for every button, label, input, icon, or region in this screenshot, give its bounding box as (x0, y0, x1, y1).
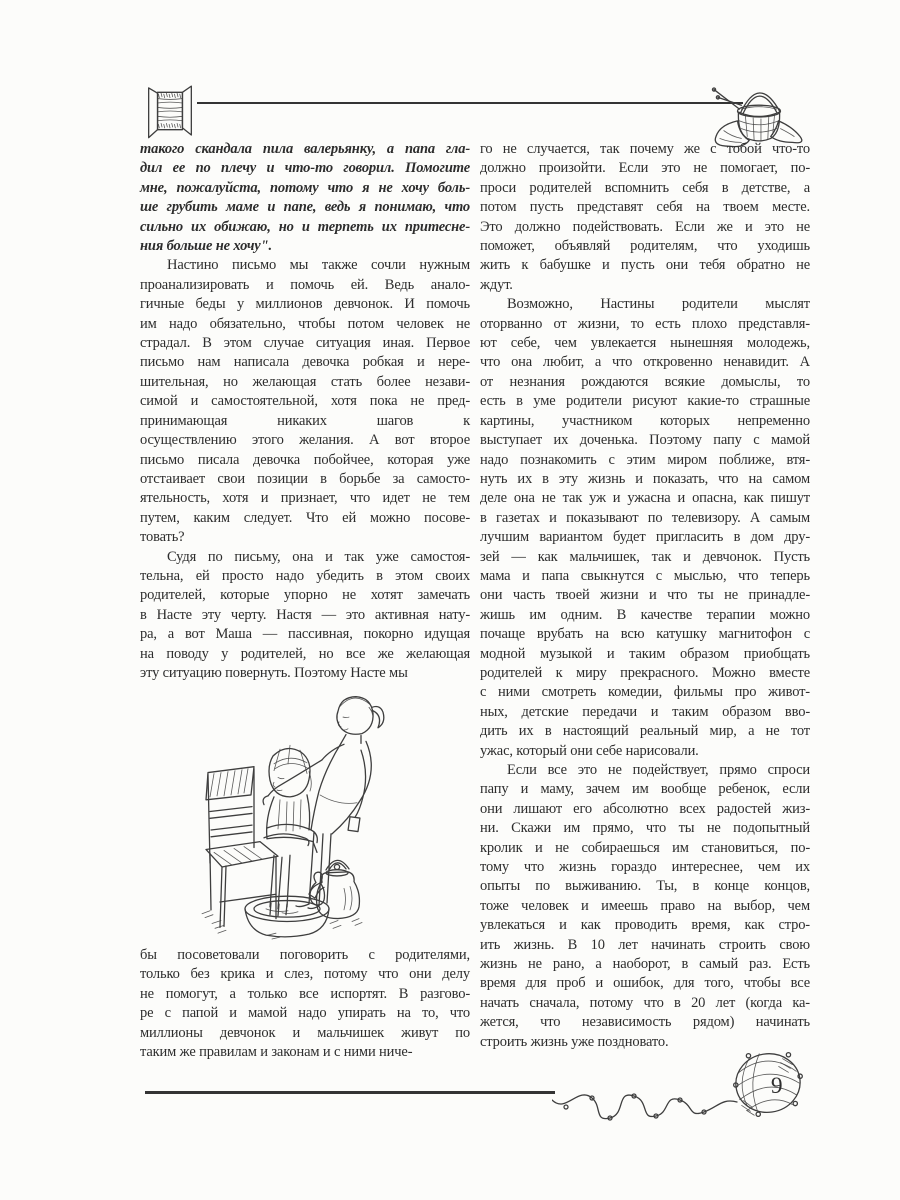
text-line: миллионы девчонок и мальчишек живут по (140, 1024, 470, 1041)
text-line: эту ситуацию повернуть. Поэтому Насте мы (140, 664, 408, 681)
text-line: симой и самостоятельной, хотя пока не пред- (140, 393, 470, 410)
text-line: такого скандала пила валерьянку, а папа гла- (140, 141, 470, 157)
text-line: проси родителей вспомнить себя в детстве, а (480, 179, 810, 196)
text-line: ных, детские передачи и таким образом вво- (480, 703, 810, 720)
text-line: шительная, но желающая стать более незави- (140, 373, 470, 390)
text-line: дить их в настоящий реальный мир, а не тот (480, 723, 810, 740)
paragraph-letter-quote (140, 140, 470, 256)
text-line: жить к бабушке и пусть они тебя обратно не (480, 257, 810, 274)
text-line: жишь им одним. В качестве терапии можно (480, 606, 810, 623)
text-line: должно произойти. Если это не помогает, по- (480, 160, 810, 177)
text-line: время для проб и ошибок, для того, чтобы все (480, 975, 810, 992)
text-line: лучшим вариантом будет пригласить в дом дру- (480, 529, 810, 546)
text-line: картины, участником которых непременно (480, 412, 810, 429)
text-line: тому что жизнь гораздо интереснее, чем их (480, 859, 810, 876)
text-line: родителей, которые упорно не хотят замечать (140, 587, 470, 604)
right-text-column (480, 140, 810, 1052)
thread-squiggle-icon (552, 1082, 738, 1128)
text-line: таким же правилам и законам и с ними ниче- (140, 1044, 413, 1061)
paragraph-parents-world (480, 295, 810, 761)
text-line: Возможно, Настины родители мыслят (507, 296, 810, 313)
text-line: есть в уме родители рисуют какие-то страшные (480, 393, 810, 410)
text-line: ют себе, чем увлекается нынешняя молодежь, (480, 335, 810, 352)
text-line: Это должно подействовать. Если же и это не (480, 218, 810, 235)
text-line: на поводу у родителей, но все же желающая (140, 645, 470, 662)
text-line: осуществлению этого желания. А вот второе (140, 432, 470, 449)
text-line: нуть их в эту жизнь и показать, что на самом (480, 470, 810, 487)
text-line: выступает их доченька. Поэтому папу с мамой (480, 432, 810, 449)
text-line: ужас, который они себе нарисовали. (480, 742, 699, 759)
text-line: папу и маму, зачем им вообще ребенок, если (480, 781, 810, 798)
text-line: в газетах и показывают по телевизору. А самым (480, 509, 810, 526)
text-line: жется, что независимость рядом) начинать (480, 1014, 810, 1031)
text-line: они лишают его абсолютно всех радостей жиз- (480, 800, 810, 817)
header-rule (197, 102, 743, 104)
text-line: ния больше не хочу". (140, 238, 272, 255)
text-line: сильно их обижаю, но и терпеть их притесне- (140, 218, 470, 235)
text-line: только без крика и слез, потому что они делу (140, 966, 470, 983)
text-line: оторванно от жизни, то есть плохо представля- (480, 315, 810, 332)
text-line: кролик и не собираешься им становиться, по- (480, 839, 810, 856)
text-line: мне, пожалуйста, потому что я не хочу боль- (140, 179, 470, 196)
text-line: от незнания рождаются всякие домыслы, то (480, 373, 810, 390)
yarn-ball-page-number (728, 1046, 806, 1124)
text-line: ятельность, хотя и признает, что идет не тем (140, 490, 470, 507)
text-line: письмо писала девочка побойчее, которая уже (140, 451, 470, 468)
text-line: принимающая никаких шагов к (140, 412, 470, 429)
text-line: гичные беды у миллионов девчонок. И помочь (140, 296, 470, 313)
text-line: они часть твоей жизни и что ты не принадле- (480, 587, 810, 604)
text-line: зей — как мальчишек, так и девчонок. Пусть (480, 548, 810, 565)
paragraph-advice (140, 548, 470, 684)
text-line: строить жизнь уже поздновато. (480, 1033, 669, 1050)
text-line: тельна, ей просто надо убедить в этом своих (140, 567, 470, 584)
text-line: почаще врубать на всю катушку магнитофон с (480, 626, 810, 643)
text-line: что она любит, а что откровенно ненавидит. А (480, 354, 810, 371)
text-line: опыты по выживанию. Ты, в конце концов, (480, 878, 810, 895)
text-line: не помогут, а только все испортят. В разгово- (140, 985, 470, 1002)
text-line: ре с папой и мамой надо упирать на то, что (140, 1005, 470, 1022)
text-line: дил ее по плечу и что-то говорил. Помогите (140, 160, 470, 177)
text-line: ни. Скажи им прямо, что ты не подопытный (480, 820, 810, 837)
paragraph-continuation (140, 946, 470, 1062)
text-line: страдал. В этом случае ситуация иная. Первое (140, 335, 470, 352)
text-line: в Насте эту черту. Настя — это активная нату- (140, 606, 470, 623)
text-line: ше грубить маме и папе, ведь я понимаю, что (140, 199, 470, 216)
page-number: 9 (770, 1072, 783, 1099)
text-line: товать? (140, 529, 185, 546)
paragraph-continuation (480, 140, 810, 295)
text-line: проанализировать и помочь ей. Ведь анало- (140, 276, 470, 293)
footer-rule (145, 1091, 555, 1094)
text-line: увлекаться и как проводить время, как стро- (480, 917, 810, 934)
left-text-column (140, 140, 470, 683)
text-line: бы посоветовали поговорить с родителями, (140, 947, 470, 963)
text-line: им надо обязательно, чтобы потом человек не (140, 315, 470, 332)
text-line: поможет, объявляй родителям, что уходишь (480, 238, 810, 255)
text-line: го не случается, так почему же с тобой что-то (480, 141, 810, 157)
paragraph-final-advice (480, 761, 810, 1052)
text-line: ить жизнь. В 10 лет начинать строить свою (480, 936, 810, 953)
left-column-continuation (140, 946, 470, 1062)
text-line: родителей к миру прекрасного. Можно вместе (480, 664, 810, 681)
text-line: ждут. (480, 276, 513, 293)
text-line: путем, каким следует. Что ей можно посове- (140, 509, 470, 526)
text-line: начать сначала, потому что в 20 лет (когда ка- (480, 994, 810, 1011)
text-line: Настино письмо мы также сочли нужным (167, 257, 470, 274)
text-line: отстаивает свои позиции в борьбе за самосто- (140, 470, 470, 487)
text-line: модной музыкой и таким образом приобщать (480, 645, 810, 662)
text-line: Если все это не подействует, прямо спроси (507, 762, 810, 778)
text-line: деле она не так уж и ужасна и опасна, как пишут (480, 490, 810, 507)
feet-washing-illustration (170, 682, 460, 940)
text-line: мама и папа свыкнутся с мыслью, что теперь (480, 567, 810, 584)
text-line: тоже человек и имеешь право на выбор, чем (480, 897, 810, 914)
text-line: потом пусть представят себя на твоем месте. (480, 199, 810, 216)
thread-spool-icon (143, 79, 197, 143)
text-line: ра, а вот Маша — пассивная, покорно идущая (140, 626, 470, 643)
text-line: письмо нам написала девочка робкая и нере- (140, 354, 470, 371)
text-line: с ними смотреть комедии, фильмы про живот- (480, 684, 810, 701)
text-line: Судя по письму, она и так уже самостоя- (167, 548, 470, 565)
text-line: надо познакомить с этим миром поближе, втя- (480, 451, 810, 468)
text-line: жизнь не рано, а наоборот, в самый раз. Есть (480, 956, 810, 973)
paragraph-analysis (140, 256, 470, 547)
